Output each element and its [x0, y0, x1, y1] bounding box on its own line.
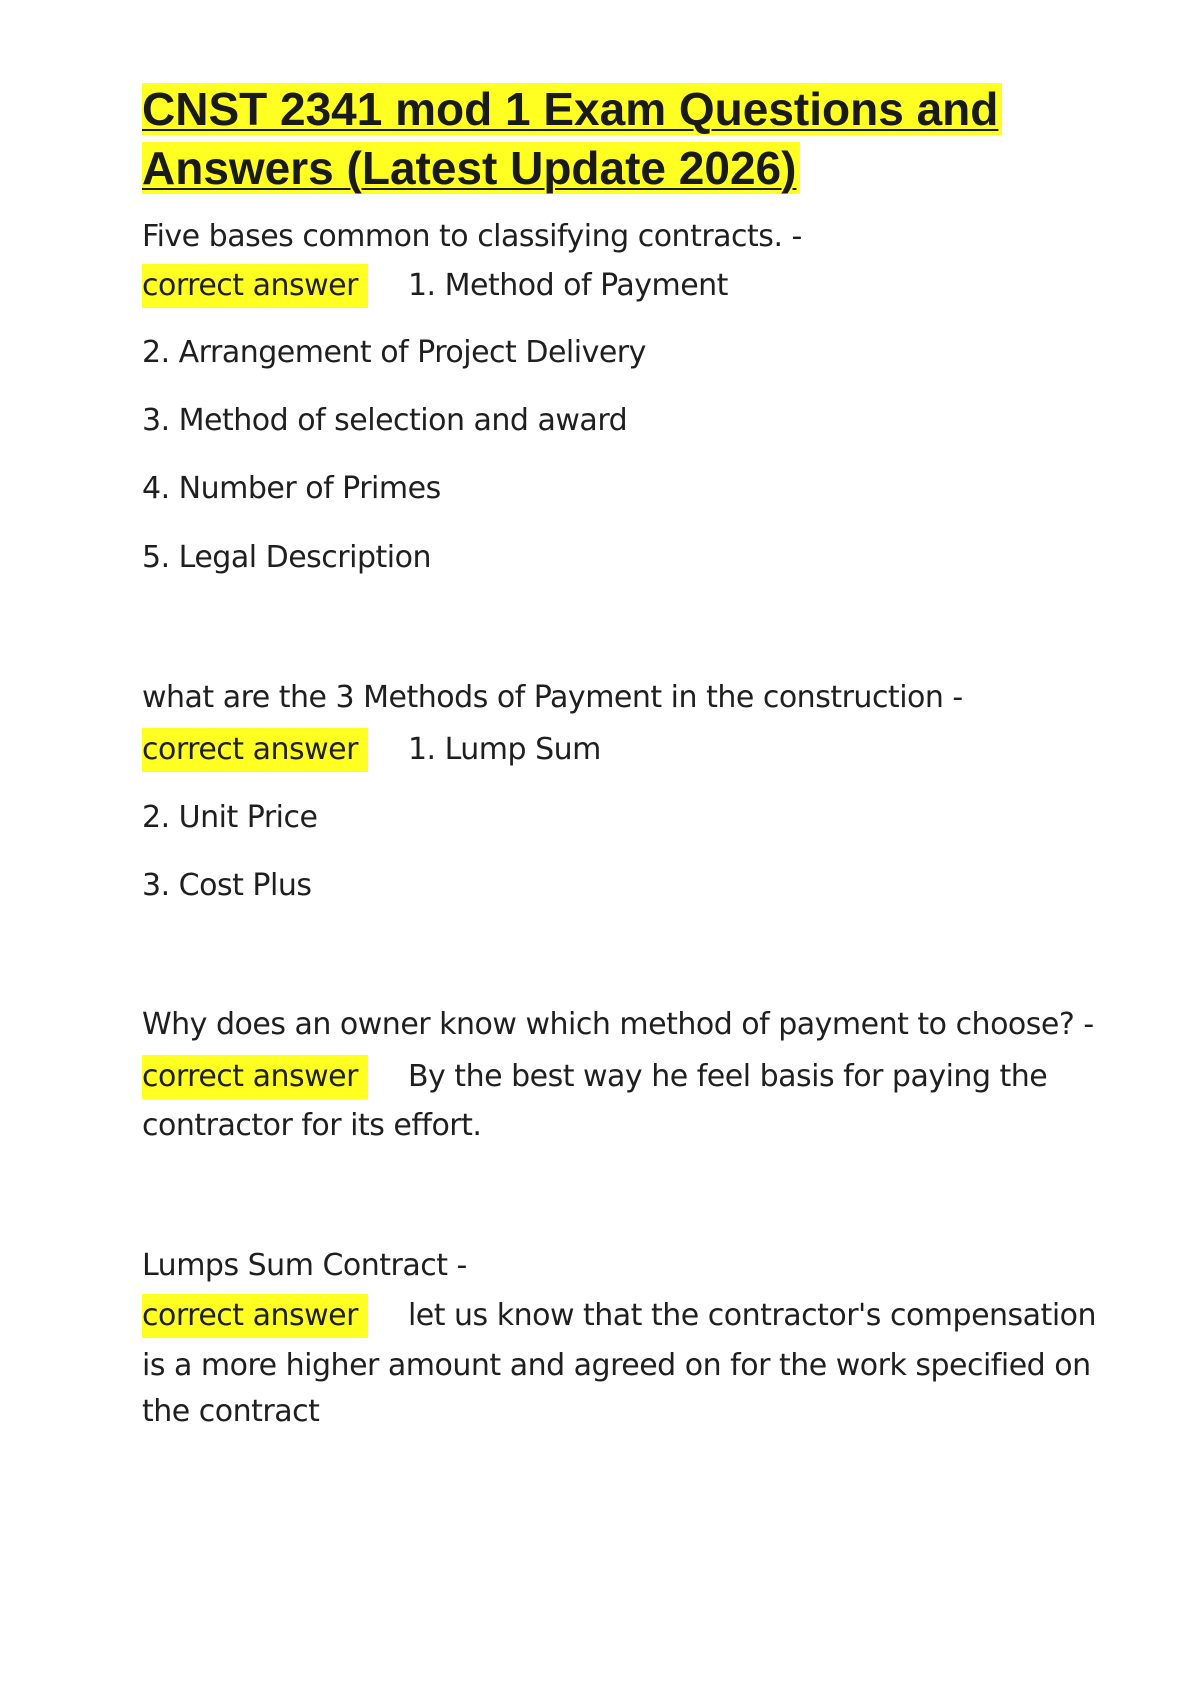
question-2: what are the 3 Methods of Payment in the construction -: [142, 680, 963, 715]
answer-row-3: [142, 1055, 1047, 1099]
answer-4-line-3: the contract: [142, 1394, 320, 1429]
answer-1-line-2: 2. Arrangement of Project Delivery: [142, 335, 646, 370]
answer-2-line-2: 2. Unit Price: [142, 800, 318, 835]
answer-3-line-2: contractor for its effort.: [142, 1108, 482, 1143]
answer-row-1: [142, 264, 728, 308]
answer-4-line-2: is a more higher amount and agreed on for the work specified on: [142, 1348, 1091, 1383]
answer-row-2: [142, 728, 601, 772]
question-4: Lumps Sum Contract -: [142, 1248, 467, 1283]
correct-answer-badge: correct answer: [142, 1055, 368, 1099]
document-title-text: CNST 2341 mod 1 Exam Questions and Answers (Latest Update 2026): [142, 83, 1002, 194]
answer-2-first-line: 1. Lump Sum: [407, 732, 601, 767]
answer-1-line-4: 4. Number of Primes: [142, 471, 441, 506]
correct-answer-badge: correct answer: [142, 1294, 368, 1338]
answer-2-line-3: 3. Cost Plus: [142, 868, 312, 903]
correct-answer-badge: correct answer: [142, 264, 368, 308]
document-title: [142, 80, 1042, 198]
answer-row-4: [142, 1294, 1096, 1338]
answer-1-line-3: 3. Method of selection and award: [142, 403, 628, 438]
answer-1-first-line: 1. Method of Payment: [407, 268, 728, 303]
question-3: Why does an owner know which method of payment to choose? -: [142, 1007, 1094, 1042]
correct-answer-badge: correct answer: [142, 728, 368, 772]
answer-4-first-line: let us know that the contractor's compensation: [407, 1298, 1097, 1333]
answer-1-line-5: 5. Legal Description: [142, 540, 431, 575]
question-1: Five bases common to classifying contracts. -: [142, 219, 802, 254]
answer-3-first-line: By the best way he feel basis for paying the: [407, 1059, 1048, 1094]
